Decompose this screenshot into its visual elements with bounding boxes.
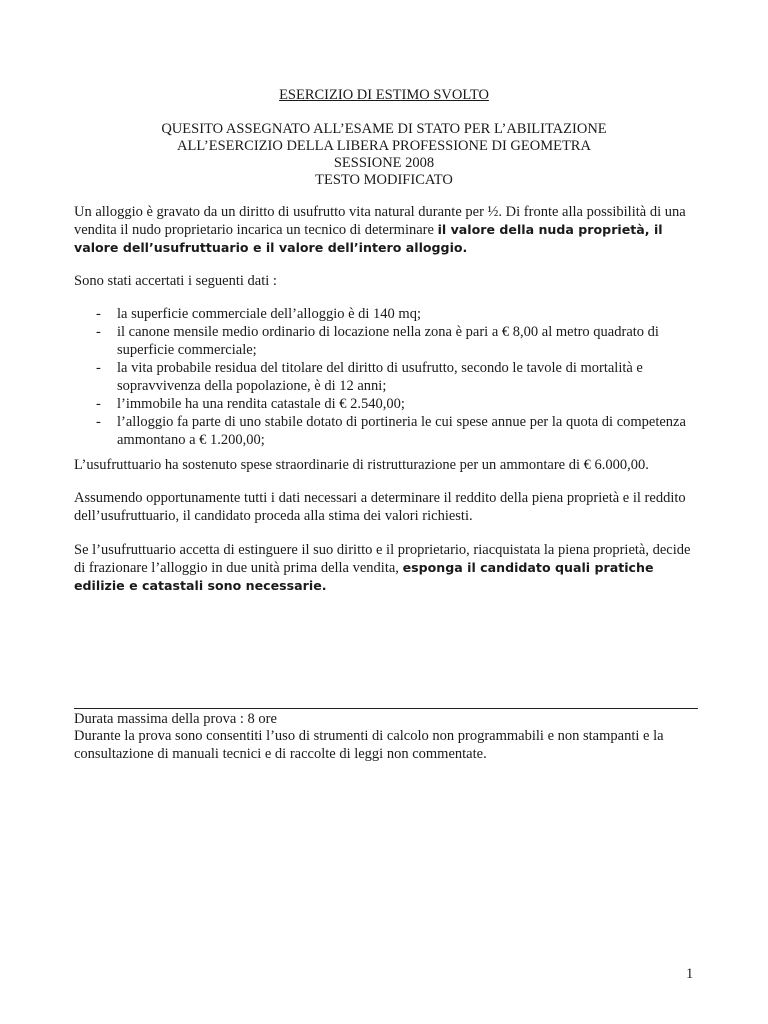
list-item-text: l’immobile ha una rendita catastale di € 2.540,00; <box>117 396 405 412</box>
data-list <box>74 305 699 449</box>
duration-note: Durata massima della prova : 8 ore <box>74 711 277 727</box>
intro-paragraph <box>74 203 699 257</box>
heading-line-4: TESTO MODIFICATO <box>315 172 453 188</box>
list-item <box>74 359 699 395</box>
second-question-bold-text: esponga il candidato quali pratiche edilizie e catastali sono necessarie. <box>74 560 654 593</box>
heading-line-1: QUESITO ASSEGNATO ALL’ESAME DI STATO PER L’ABILITAZIONE <box>161 121 607 137</box>
intro-text: Un alloggio è gravato da un diritto di usufrutto vita natural durante per ½. Di fronte alla possibilità di una vendita il nudo proprietario incarica un tecnico di determinare <box>74 204 686 238</box>
list-item <box>74 413 699 449</box>
document-title: ESERCIZIO DI ESTIMO SVOLTO <box>279 87 489 103</box>
expenses-paragraph: L’usufruttuario ha sostenuto spese straordinarie di ristrutturazione per un ammontare di € 6.000,00. <box>74 457 649 473</box>
list-item-text: la superficie commerciale dell’alloggio è di 140 mq; <box>117 306 421 322</box>
second-question-text: Se l’usufruttuario accetta di estinguere il suo diritto e il proprietario, riacquistata la piena proprietà, decide di frazionare l’alloggio in due unità prima della vendita, <box>74 542 691 576</box>
data-heading: Sono stati accertati i seguenti dati : <box>74 273 277 289</box>
list-marker: - <box>96 306 101 322</box>
exam-rules-note: Durante la prova sono consentiti l’uso di strumenti di calcolo non programmabili e non stampanti e la consultazione di manuali tecnici e di raccolte di leggi non commentate. <box>74 728 664 762</box>
list-item-text: l’alloggio fa parte di uno stabile dotato di portineria le cui spese annue per la quota di competenza ammontano a € 1.200,00; <box>117 414 686 448</box>
heading-line-2: ALL’ESERCIZIO DELLA LIBERA PROFESSIONE DI GEOMETRA <box>177 138 591 154</box>
heading-line-3: SESSIONE 2008 <box>333 155 435 171</box>
list-item <box>74 323 699 359</box>
list-marker: - <box>96 414 101 430</box>
list-marker: - <box>96 360 101 376</box>
second-question-paragraph <box>74 541 699 595</box>
page-number: 1 <box>686 966 694 982</box>
list-marker: - <box>96 396 101 412</box>
list-item-text: il canone mensile medio ordinario di locazione nella zona è pari a € 8,00 al metro quadrato di superficie commerciale; <box>117 324 659 358</box>
list-item <box>74 305 699 323</box>
list-marker: - <box>96 324 101 340</box>
list-item <box>74 395 699 413</box>
list-item-text: la vita probabile residua del titolare del diritto di usufrutto, secondo le tavole di mortalità e sopravvivenza della popolazione, è di 12 anni; <box>117 360 643 394</box>
intro-bold-text: il valore della nuda proprietà, il valore dell’usufruttuario e il valore dell’intero alloggio. <box>74 222 663 255</box>
assumption-paragraph: Assumendo opportunamente tutti i dati necessari a determinare il reddito della piena proprietà e il reddito dell’usufruttuario, il candidato proceda alla stima dei valori richiesti. <box>74 490 686 524</box>
footer-divider <box>74 708 698 709</box>
